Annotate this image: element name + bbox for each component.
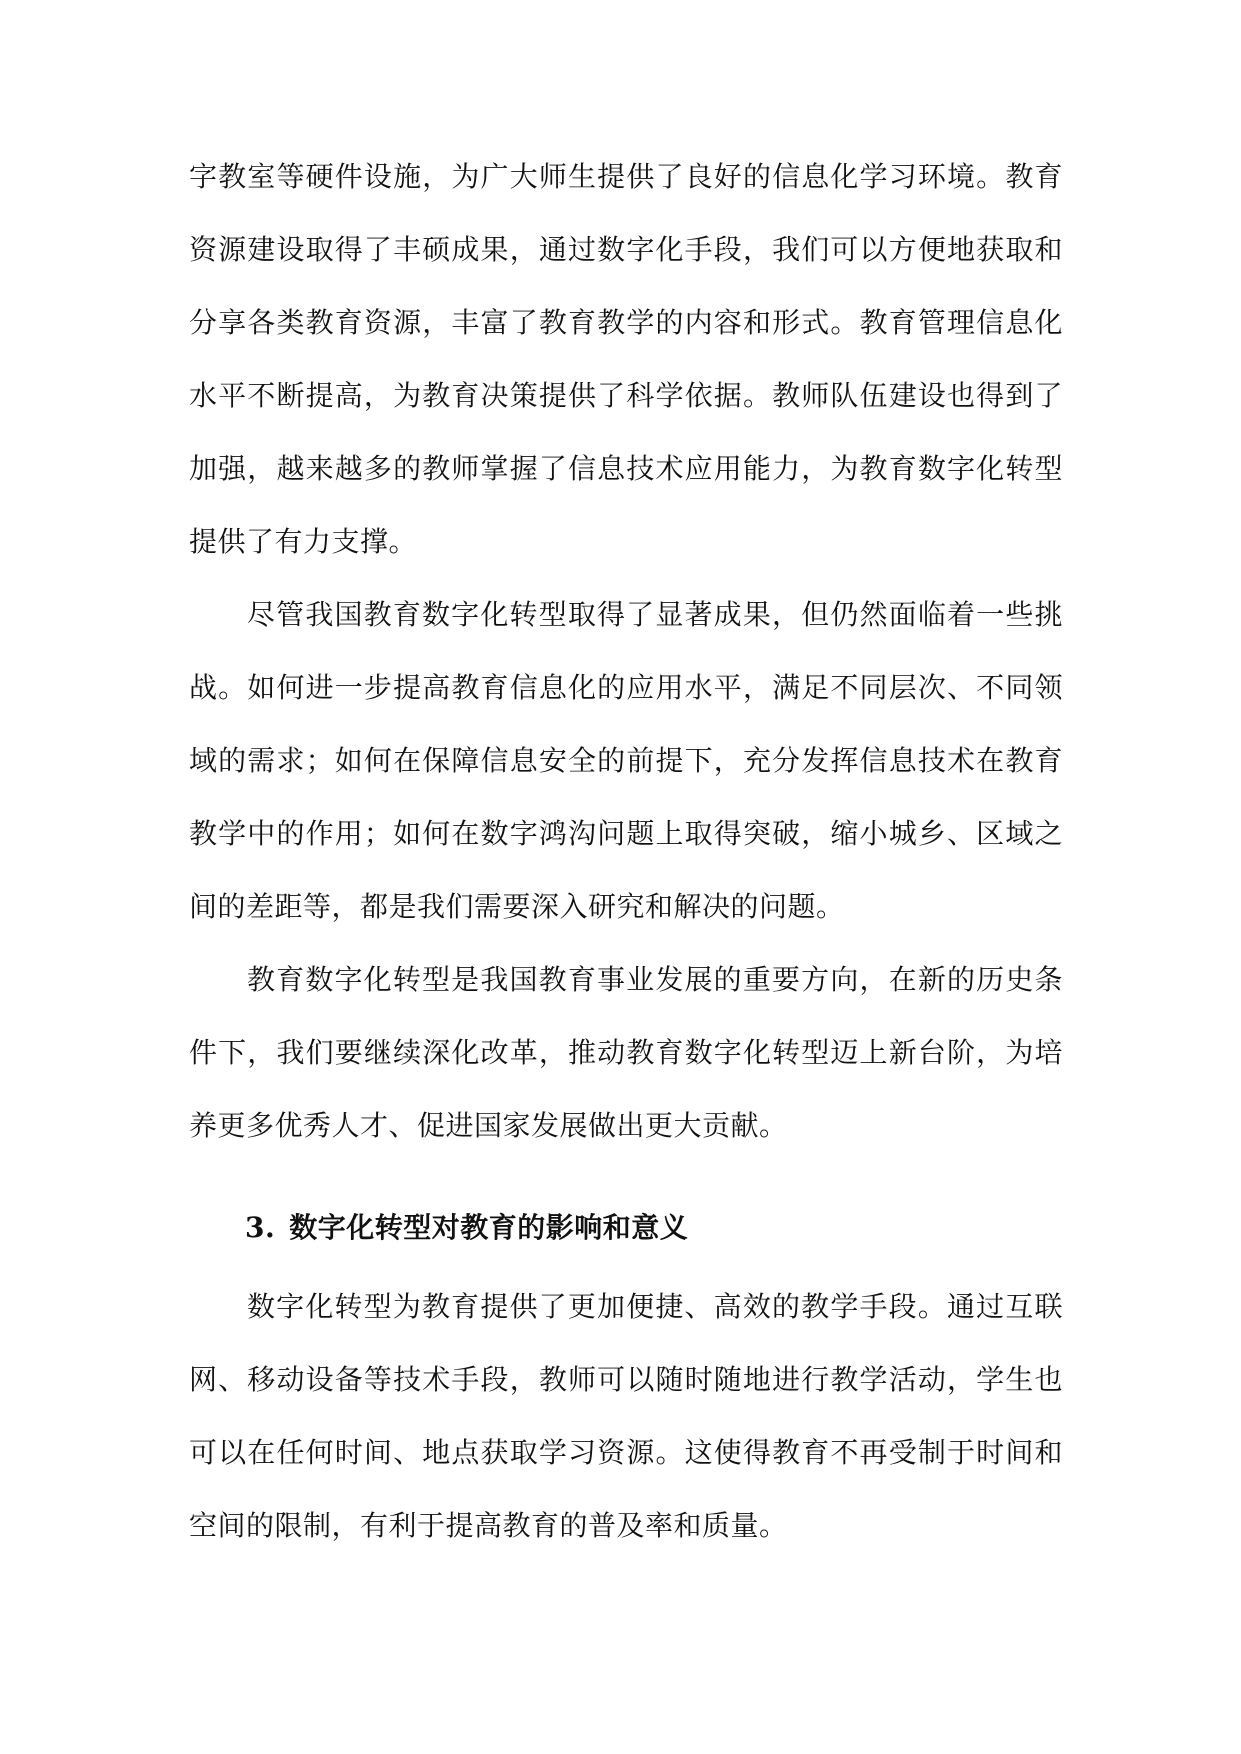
document-page bbox=[189, 140, 1063, 1562]
section-number: 3. bbox=[245, 1211, 276, 1244]
section-heading bbox=[189, 1192, 1063, 1264]
paragraph-challenges: 尽管我国教育数字化转型取得了显著成果，但仍然面临着一些挑战。如何进一步提高教育信息化的应用水平，满足不同层次、不同领域的需求；如何在保障信息安全的前提下，充分发挥信息技术在教育教学中的作用；如何在数字鸿沟问题上取得突破，缩小城乡、区域之间的差距等，都是我们需要深入研究和解决的问题。 bbox=[189, 598, 1063, 923]
paragraph-continued: 字教室等硬件设施，为广大师生提供了良好的信息化学习环境。教育资源建设取得了丰硕成果，通过数字化手段，我们可以方便地获取和分享各类教育资源，丰富了教育教学的内容和形式。教育管理信息化水平不断提高，为教育决策提供了科学依据。教师队伍建设也得到了加强，越来越多的教师掌握了信息技术应用能力，为教育数字化转型提供了有力支撑。 bbox=[189, 160, 1063, 558]
section-title: 数字化转型对教育的影响和意义 bbox=[289, 1211, 689, 1244]
paragraph-section-body: 数字化转型为教育提供了更加便捷、高效的教学手段。通过互联网、移动设备等技术手段，教师可以随时随地进行教学活动，学生也可以在任何时间、地点获取学习资源。这使得教育不再受制于时间和空间的限制，有利于提高教育的普及率和质量。 bbox=[189, 1290, 1063, 1542]
paragraph-direction: 教育数字化转型是我国教育事业发展的重要方向，在新的历史条件下，我们要继续深化改革，推动教育数字化转型迈上新台阶，为培养更多优秀人才、促进国家发展做出更大贡献。 bbox=[189, 963, 1063, 1142]
